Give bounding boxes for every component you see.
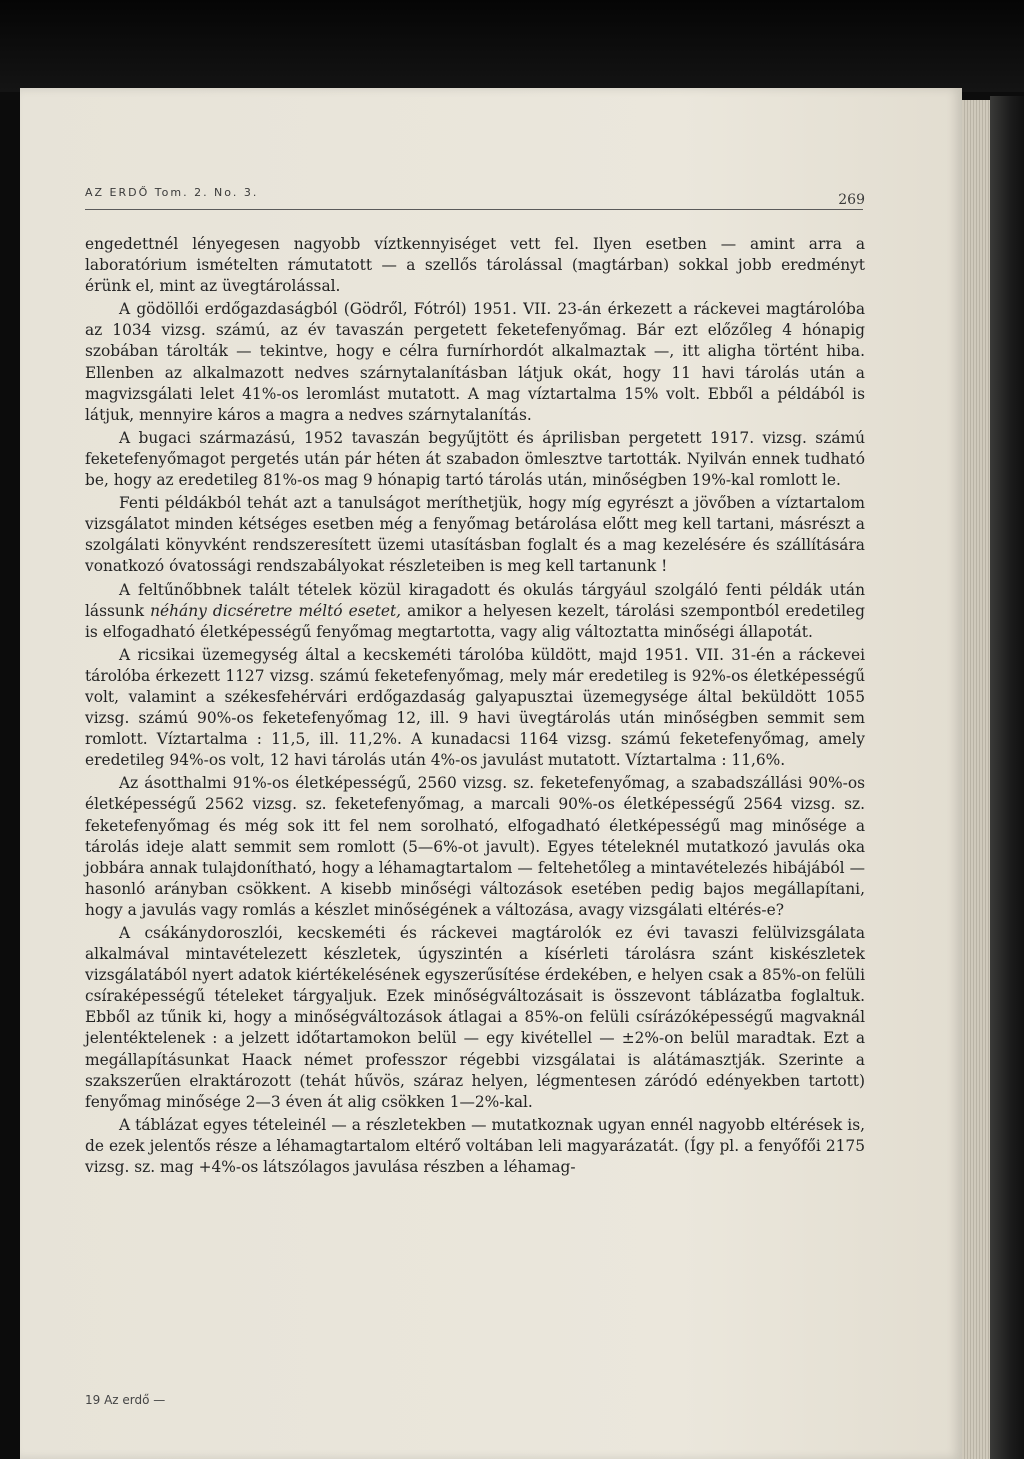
- paragraph: Fenti példákból tehát azt a tanulságot meríthetjük, hogy míg egyrészt a jövőben a víztartalom vizsgálatot minden kétséges esetben még a fenyőmag betárolása előtt meg kell tartani, másrészt a szolgálati könyvként rendszeresített üzemi utasításban foglalt és a mag kezelésére és szállítására vonatkozó óvatossági rendszabályokat részleteiben is meg kell tartanunk !: [85, 494, 865, 576]
- page-number: 269: [838, 192, 865, 208]
- paragraph-text: amikor a helyesen kezelt, tárolási szempontból eredetileg is elfogadható életképességű fenyőmag megtartotta, vagy alig változtatta minőségi állapotát.: [85, 601, 865, 641]
- paragraph: A csákánydoroszlói, kecskeméti és ráckevei magtárolók ez évi tavaszi felülvizsgálata alkalmával mintavételezett készletek, úgyszintén a kísérleti tárolásra szánt kiskészletek vizsgálatából nyert adatok kiértékelésének egyszerűsítése érdekében, e helyen csak a 85%-on felüli csíraképességű tételeket tárgyaljuk. Ezek minőségváltozásait is összevont táblázatba foglaltuk. Ebből az tűnik ki, hogy a minőségváltozások átlagai a 85%-on felüli csírázóképességű magvaknál jelentéktelenek : a jelzett időtartamokon belül — egy kivétellel — ±2%-on belül maradtak. Ezt a megállapításunkat Haack német professzor régebbi vizsgálatai is alátámasztják. Szerinte a szakszerűen elraktározott (tehát hűvös, száraz helyen, légmentesen záródó edényekben tartott) fenyőmag minősége 2—3 éven át alig csökken 1—2%-kal.: [85, 924, 865, 1111]
- page-edges: [962, 100, 990, 1459]
- running-title: AZ ERDŐ Tom. 2. No. 3.: [85, 186, 259, 199]
- page-header: [85, 182, 865, 212]
- paragraph: Az ásotthalmi 91%-os életképességű, 2560 vizsg. sz. feketefenyőmag, a szabadszállási 90%-os életképességű 2562 vizsg. sz. feketefenyőmag, a marcali 90%-os életképességű 2564 vizsg. sz. feketefenyőmag és még sok itt fel nem sorolható, elfogadható életképességű mag minősége a tárolás ideje alatt semmit sem romlott (5—6%-ot javult). Egyes tételeknél mutatkozó javulás oka jobbára annak tulajdonítható, hogy a léhamagtartalom — feltehetőleg a mintavételezés hibájából — hasonló arányban csökkent. A kisebb minőségi változások esetében pedig bajos megállapítani, hogy a javulás vagy romlás a készlet minőségének a változása, avagy vizsgálati eltérés-e?: [85, 774, 865, 919]
- paragraph: A gödöllői erdőgazdaságból (Gödről, Fótról) 1951. VII. 23-án érkezett a ráckevei magtárolóba az 1034 vizsg. számú, az év tavaszán pergetett feketefenyőmag. Bár ezt előzőleg 4 hónapig szobában tárolták — tekintve, hogy e célra furnírhordót alkalmaztak —, itt aligha történt hiba. Ellenben az alkalmazott nedves szárnytalanításban látjuk okát, hogy 11 havi tárolás után a magvizsgálati lelet 41%-os leromlást mutatott. A mag víztartalma 15% volt. Ebből a példából is látjuk, mennyire káros a magra a nedves szárnytalanítás.: [85, 300, 865, 424]
- paragraph: [85, 580, 865, 643]
- book-binding: [990, 96, 1024, 1459]
- paragraph-text: A feltűnőbbnek talált tételek közül kiragadott és okulás tárgyául szolgáló fenti példák után lássunk: [85, 580, 865, 620]
- paragraph: engedettnél lényegesen nagyobb víztkennyiséget vett fel. Ilyen esetben — amint arra a laboratórium ismételten rámutatott — a szellős tárolással (magtárban) sokkal jobb eredményt érünk el, mint az üvegtárolással.: [85, 235, 865, 296]
- article-body: [85, 234, 865, 1180]
- emphasis: néhány dicséretre méltó esetet,: [150, 601, 402, 620]
- scanner-background: [0, 0, 1024, 92]
- paragraph: A táblázat egyes tételeinél — a részletekben — mutatkoznak ugyan ennél nagyobb eltérések is, de ezek jelentős része a léhamagtartalom eltérő voltában leli magyarázatát. (Így pl. a fenyőfői 2175 vizsg. sz. mag +4%-os látszólagos javulása részben a léhamag-: [85, 1115, 865, 1177]
- paragraph: A ricsikai üzemegység által a kecskeméti tárolóba küldött, majd 1951. VII. 31-én a ráckevei tárolóba érkezett 1127 vizsg. számú feketefenyőmag, mely már eredetileg is 92%-os életképességű volt, valamint a székesfehérvári erdőgazdaság galyapusztai üzemegysége által beküldött 1055 vizsg. számú 90%-os feketefenyőmag 12, ill. 9 havi üvegtárolás után minőségben semmit sem romlott. Víztartalma : 11,5, ill. 11,2%. A kunadacsi 1164 vizsg. számú feketefenyőmag, amely eredetileg 94%-os volt, 12 havi tárolás után 4%-os javulást mutatott. Víztartalma : 11,6%.: [85, 645, 865, 770]
- signature-mark: 19 Az erdő —: [85, 1393, 166, 1407]
- paragraph: A bugaci származású, 1952 tavaszán begyűjtött és áprilisban pergetett 1917. vizsg. számú feketefenyőmagot pergetés után pár héten át szabadon ömlesztve tartották. Nyilván ennek tudható be, hogy az eredetileg 81%-os mag 9 hónapig tartó tárolás után, minőségben 19%-kal romlott le.: [85, 428, 865, 490]
- header-rule: [85, 209, 863, 210]
